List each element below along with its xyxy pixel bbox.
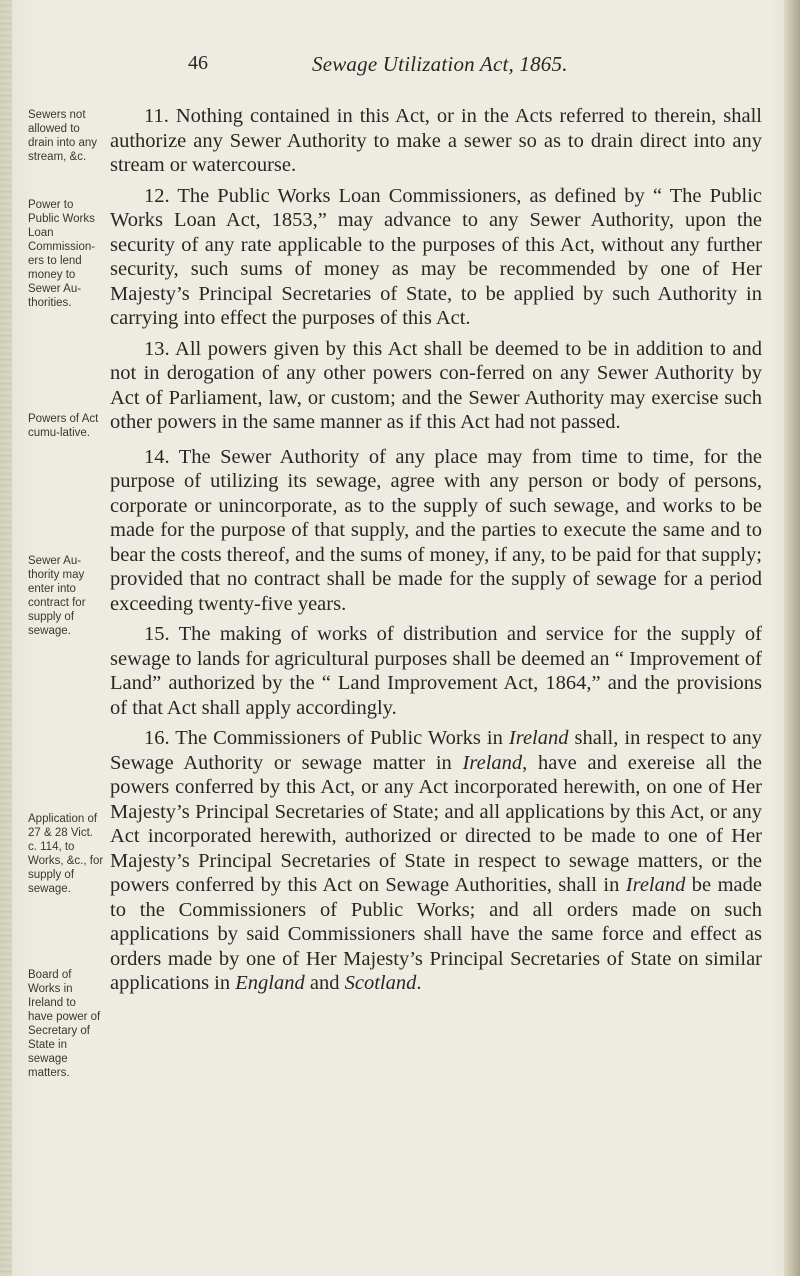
section-16 [110,726,762,996]
sidenote-sewage-contract: Sewer Au-thority may enter into contract for supply of sewage. [28,555,86,637]
section-15: 15. The making of works of distribution and service for the supply of sewage to lands for agricultural purposes shall be deemed an “ Improvement of Land” authorized by the “ Land Improvement Act, 1864,” and the provisions of that Act shall apply accordingly. [110,623,762,719]
page-header [0,52,800,82]
place-scotland: Scotland [344,972,417,994]
section-16-part-b: shall, in respect to any Sewage Authority or sewage matter in [110,727,762,774]
section-16-conjunction: and [304,972,345,994]
running-title: Sewage Utilization Act, 1865. [312,52,568,76]
page-edge [784,0,800,1276]
sidenote-loan-commissioners: Power to Public Works Loan Commission-ers to lend money to Sewer Au-thorities. [28,199,96,309]
section-14: 14. The Sewer Authority of any place may from time to time, for the purpose of utilizing its sewage, agree with any person or body of persons, corporate or unincorporate, as to the supply of such sewage, and works to be made for the purpose of that supply, and the parties to execute the same and to bear the costs thereof, and the sums of money, if any, to be paid for that supply; provided that no contract shall be made for the supply of sewage for a period exceeding twenty-five years. [110,445,762,615]
section-16-end: . [416,972,422,994]
section-16-part-a: 16. The Commissioners of Public Works in [144,727,509,749]
sidenote-board-of-works-ireland: Board of Works in Ireland to have power of Secretary of State in sewage matters. [28,969,101,1079]
binding-gutter [0,0,12,1276]
section-16-part-d: be made to the Commissioners of Public Works; and all orders made on such applications by said Commissioners shall have the same force and effect as orders made by one of Her Majesty’s Principal Secretaries of State on similar applications in [110,874,762,994]
section-11: 11. Nothing contained in this Act, or in the Acts referred to therein, shall authorize any Sewer Authority to make a sewer so as to drain direct into any stream or watercourse. [110,105,762,176]
section-12: 12. The Public Works Loan Commissioners, as defined by “ The Public Works Loan Act, 1853,” may advance to any Sewer Authority, upon the security of any rate applicable to the purposes of this Act, without any further security, such sums of money as may be recommended by one of Her Majesty’s Principal Secretaries of State, to be applied by such Authority in carrying into effect the purposes of this Act. [110,184,762,329]
place-england: England [235,972,305,994]
place-ireland: Ireland [462,751,523,774]
section-13: 13. All powers given by this Act shall be deemed to be in addition to and not in derogation of any other powers con-ferred on any Sewer Authority by Act of Parliament, law, or custom; and the Sewer Authority may exercise such other powers in the same manner as if this Act had not passed. [110,337,762,433]
section-16-part-c: , have and exereise all the powers conferred by this Act, or any Act incorporated herewith, on one of Her Majesty’s Principal Secretaries of State; and all applications by this Act, or any Act incorporated herewith, authorized or directed to be made to one of Her Majesty’s Principal Secretaries of State in respect to sewage matters, or the powers conferred by this Act on Sewage Authorities, shall in [110,751,762,896]
body-text [110,104,762,996]
place-ireland: Ireland [508,727,569,749]
place-ireland: Ireland [625,874,686,896]
sidenote-sewers: Sewers not allowed to drain into any stream, &c. [28,109,98,163]
page-number: 46 [188,52,208,74]
sidenote-cumulative-powers: Powers of Act cumu-lative. [28,413,99,439]
sidenote-land-improvement: Application of 27 & 28 Vict. c. 114, to Works, &c., for supply of sewage. [28,813,104,895]
